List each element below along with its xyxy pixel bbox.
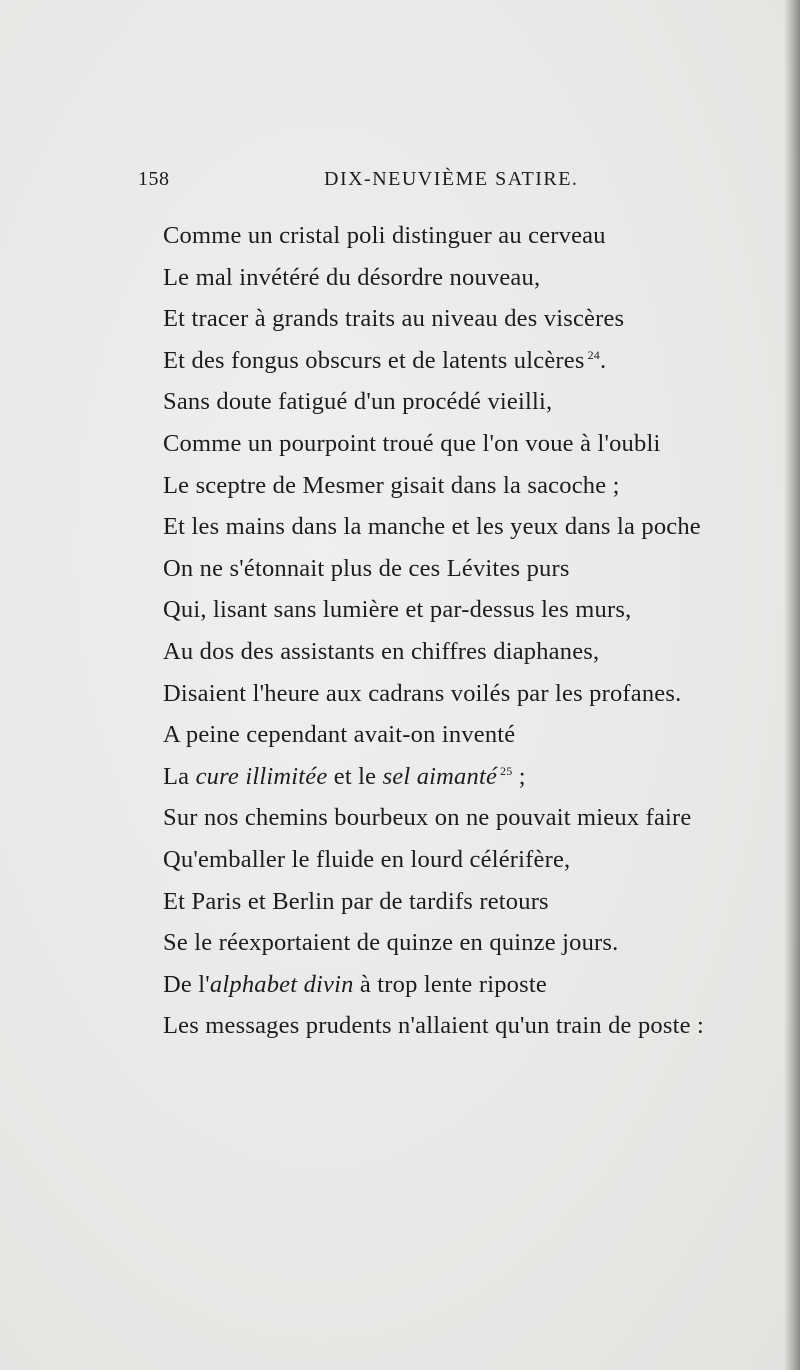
- verse-line: Et tracer à grands traits au niveau des viscères: [163, 305, 625, 333]
- verse-line: Comme un pourpoint troué que l'on voue à l'oubli: [163, 429, 661, 457]
- footnote-marker: 24: [587, 347, 600, 362]
- verse-line: Et Paris et Berlin par de tardifs retours: [163, 887, 549, 915]
- verse-line: Et des fongus obscurs et de latents ulcères $^{24}$.: [163, 346, 607, 374]
- italic-term: alphabet divin: [209, 970, 354, 998]
- verse-line: Qui, lisant sans lumière et par-dessus les murs,: [163, 596, 632, 624]
- poem-body: [163, 215, 773, 1047]
- verse-line: De l'alphabet divin à trop lente riposte: [163, 970, 547, 998]
- verse-line: Sans doute fatigué d'un procédé vieilli,: [163, 388, 553, 416]
- page-number: 158: [138, 168, 170, 190]
- verse-line: Les messages prudents n'allaient qu'un train de poste :: [163, 1012, 705, 1040]
- verse-line: Le sceptre de Mesmer gisait dans la sacoche ;: [163, 471, 620, 499]
- verse-line: Sur nos chemins bourbeux on ne pouvait mieux faire: [163, 804, 692, 832]
- footnote-marker: 25: [500, 763, 513, 778]
- verse-line: On ne s'étonnait plus de ces Lévites purs: [163, 554, 570, 582]
- page-header: [138, 168, 678, 198]
- verse-line: Le mal invétéré du désordre nouveau,: [163, 263, 541, 291]
- italic-term: cure illimitée: [195, 762, 328, 790]
- verse-line: Et les mains dans la manche et les yeux dans la poche: [163, 513, 701, 541]
- verse-line: Disaient l'heure aux cadrans voilés par les profanes.: [163, 679, 682, 707]
- verse-line: A peine cependant avait-on inventé: [163, 721, 516, 749]
- verse-line: Se le réexportaient de quinze en quinze jours.: [163, 929, 619, 957]
- verse-line: Au dos des assistants en chiffres diaphanes,: [163, 637, 600, 665]
- verse-line: La cure illimitée et le sel aimanté $^{25}$ ;: [163, 762, 526, 790]
- verse-line: Comme un cristal poli distinguer au cerveau: [163, 222, 606, 249]
- verse-line: Qu'emballer le fluide en lourd célérifère,: [163, 845, 571, 873]
- running-title: DIX-NEUVIÈME SATIRE.: [324, 168, 579, 190]
- italic-term: sel aimanté: [382, 762, 498, 790]
- page-gutter-shadow: [784, 0, 800, 1370]
